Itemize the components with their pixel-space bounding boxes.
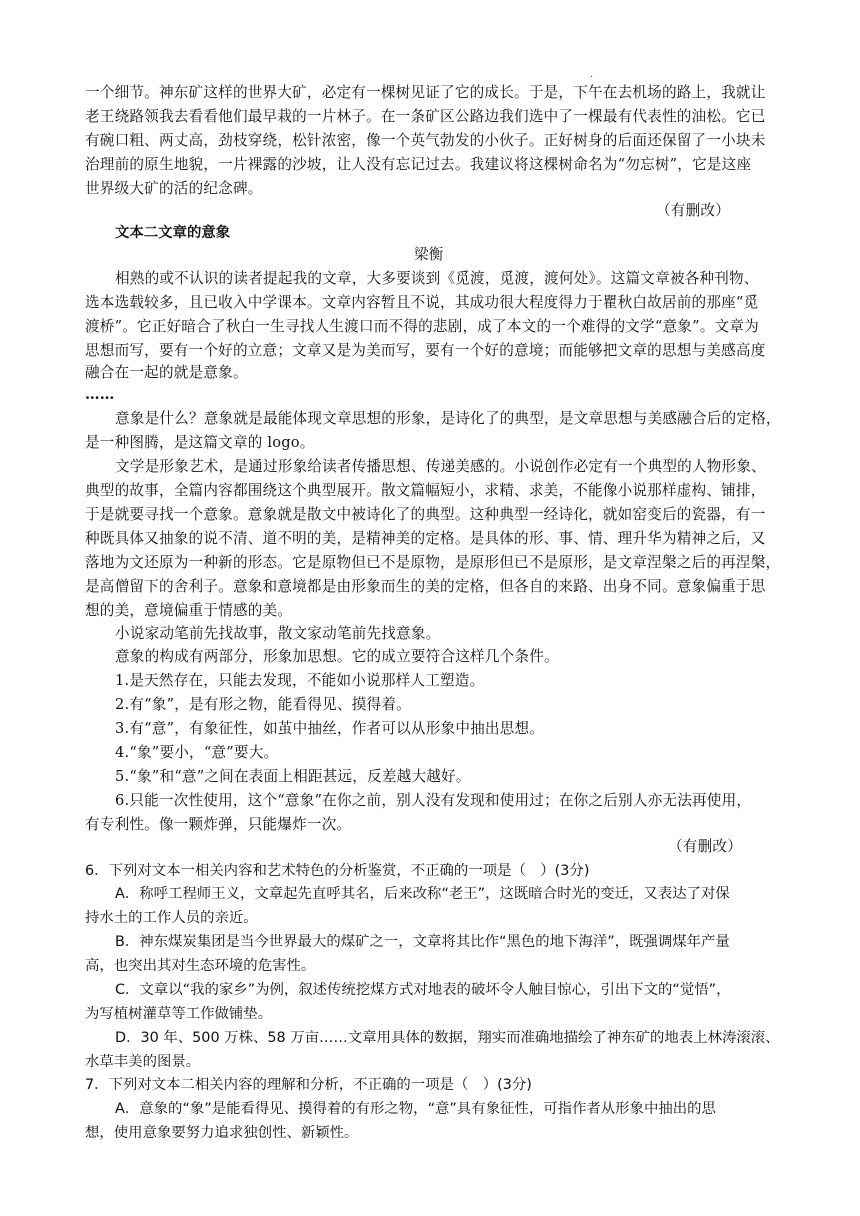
text2-condition: 2.有“象”，是有形之物，能看得见、摸得着。 bbox=[115, 696, 411, 713]
text2-line: 选本选载较多，且已收入中学课本。文章内容暂且不说，其成功很大程度得力于瞿秋白故居前的那座“觅 bbox=[85, 294, 759, 311]
text2-condition: 3.有“意”，有象征性，如茧中抽丝，作者可以从形象中抽出思想。 bbox=[115, 720, 545, 737]
question-7-option: 想，使用意象要努力追求独创性、新颖性。 bbox=[85, 1125, 359, 1141]
text2-condition: 1.是天然存在，只能去发现，不能如小说那样人工塑造。 bbox=[115, 672, 485, 689]
text1-line: 世界级大矿的活的纪念碑。 bbox=[85, 180, 263, 197]
question-6-option: A．称呼工程师王义，文章起先直呼其名，后来改称“老王”，这既暗合时光的变迁，又表达了对保 bbox=[115, 886, 730, 902]
question-6-option: 水草丰美的图景。 bbox=[85, 1054, 201, 1070]
text2-line: 渡桥”。它正好暗合了秋白一生寻找人生渡口而不得的悲剧，成了本文的一个难得的文学“意象”。文章为 bbox=[85, 318, 759, 335]
text2-source-note: （有删改） bbox=[668, 838, 742, 855]
text2-condition: 4.“象”要小，“意”要大。 bbox=[115, 744, 279, 761]
text2-line: 文学是形象艺术，是通过形象给读者传播思想、传递美感的。小说创作必定有一个典型的人物形象、 bbox=[115, 458, 766, 475]
text1-line: 老王绕路领我去看看他们最早栽的一片林子。在一条矿区公路边我们选中了一棵最有代表性的油松。它已 bbox=[85, 108, 766, 125]
text2-line: 意象的构成有两部分，形象加思想。它的成立要符合这样几个条件。 bbox=[115, 648, 559, 665]
question-6-option: C．文章以“我的家乡”为例，叙述传统挖煤方式对地表的破坏令人触目惊心，引出下文的“觉悟”， bbox=[115, 982, 731, 998]
text2-ellipsis: …… bbox=[85, 386, 115, 403]
text2-author: 梁衡 bbox=[414, 246, 444, 263]
text2-line: 意象是什么？意象就是最能体现文章思想的形象，是诗化了的典型，是文章思想与美感融合后的定格， bbox=[115, 410, 781, 427]
text2-line: 典型的故事，全篇内容都围绕这个典型展开。散文篇幅短小，求精、求美，不能像小说那样虚构、铺排， bbox=[85, 482, 766, 499]
text2-line: 落地为文还原为一种新的形态。它是原物但已不是原物，是原形但已不是原形，是文章涅槃之后的再涅槃， bbox=[85, 554, 781, 571]
text2-line: 是高僧留下的舍利子。意象和意境都是由形象而生的美的定格，但各自的来路、出身不同。意象偏重于思 bbox=[85, 578, 766, 595]
text2-line: 小说家动笔前先找故事，散文家动笔前先找意象。 bbox=[115, 625, 441, 642]
text2-title: 文本二文章的意象 bbox=[115, 225, 231, 241]
text2-line: 想的美，意境偏重于情感的美。 bbox=[85, 602, 293, 619]
text2-condition: 5.“象”和“意”之间在表面上相距甚远，反差越大越好。 bbox=[115, 768, 471, 785]
text1-line: 有碗口粗、两丈高，劲枝穿绕，松针浓密，像一个英气勃发的小伙子。正好树身的后面还保留了一小块未 bbox=[85, 132, 766, 149]
top-mark: · bbox=[590, 72, 594, 83]
text1-line: 一个细节。神东矿这样的世界大矿，必定有一棵树见证了它的成长。于是，下午在去机场的路上，我就让 bbox=[85, 84, 766, 101]
text2-line: 思想而写，要有一个好的立意；文章又是为美而写，要有一个好的意境；而能够把文章的思想与美感高度 bbox=[85, 342, 766, 359]
text2-line: 相熟的或不认识的读者提起我的文章，大多要谈到《觅渡，觅渡，渡何处》。这篇文章被各种刊物、 bbox=[115, 270, 759, 287]
question-6-option: 高，也突出其对生态环境的危害性。 bbox=[85, 958, 316, 974]
question-6-option: 为写植树灌草等工作做铺垫。 bbox=[85, 1006, 273, 1022]
question-6-option: B．神东煤炭集团是当今世界最大的煤矿之一，文章将其比作“黑色的地下海洋”，既强调煤年产量 bbox=[115, 934, 730, 950]
text2-condition: 6.只能一次性使用，这个“意象”在你之前，别人没有发现和使用过；在你之后别人亦无法再使用， bbox=[115, 792, 752, 809]
text1-source-note: （有删改） bbox=[656, 202, 730, 219]
text2-line: 有专利性。像一颗炸弹，只能爆炸一次。 bbox=[85, 816, 352, 833]
question-6-option: 持水土的工作人员的亲近。 bbox=[85, 910, 258, 926]
question-6-option: D．30 年、500 万株、58 万亩……文章用具体的数据，翔实而准确地描绘了神东矿的地表上林涛滚滚、 bbox=[115, 1030, 780, 1046]
text2-line: 种既具体又抽象的说不清、道不明的美，是精神美的定格。是具体的形、事、情、理升华为精神之后，又 bbox=[85, 530, 766, 547]
question-7-stem: 7．下列对文本二相关内容的理解和分析，不正确的一项是（ ）(3分) bbox=[85, 1077, 532, 1093]
text2-line: 融合在一起的就是意象。 bbox=[85, 364, 248, 381]
question-7-option: A．意象的“象”是能看得见、摸得着的有形之物，“意”具有象征性，可指作者从形象中抽出的思 bbox=[115, 1101, 716, 1117]
question-6-stem: 6．下列对文本一相关内容和艺术特色的分析鉴赏，不正确的一项是（ ）(3分) bbox=[85, 863, 590, 879]
text2-line: 是一种图腾，是这篇文章的 logo。 bbox=[85, 434, 315, 451]
text1-line: 治理前的原生地貌，一片裸露的沙坡，让人没有忘记过去。我建议将这棵树命名为“勿忘树”，它是这座 bbox=[85, 156, 752, 173]
text2-line: 于是就要寻找一个意象。意象就是散文中被诗化了的典型。这种典型一经诗化，就如窑变后的瓷器，有一 bbox=[85, 506, 766, 523]
